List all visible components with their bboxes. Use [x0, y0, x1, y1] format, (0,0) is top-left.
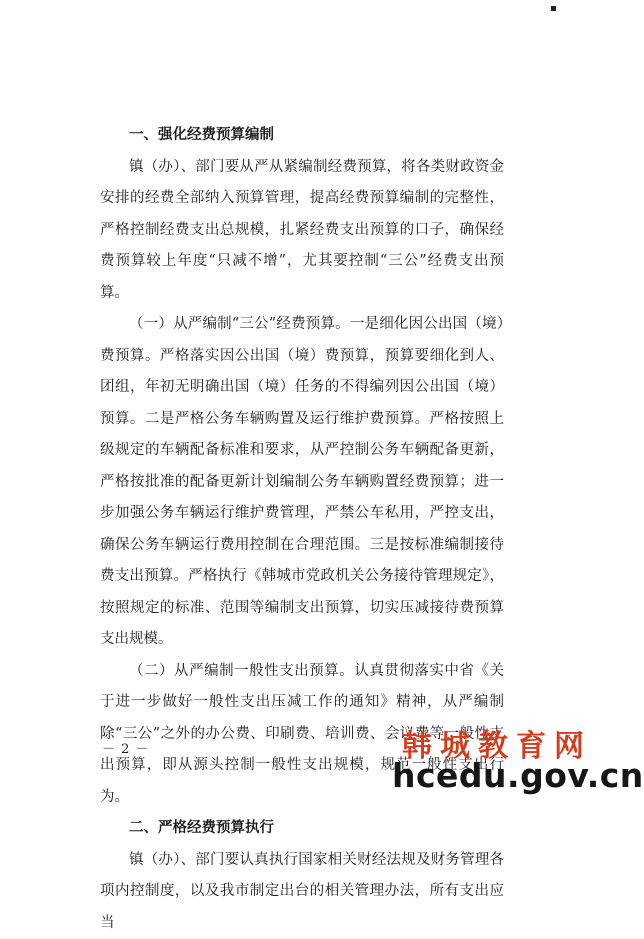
scan-corner-mark — [551, 6, 556, 11]
paragraph-budget-execution: 镇（办）、部门要认真执行国家相关财经法规及财务管理各项内控制度，以及我市制定出台的相关管理办法，所有支出应当 — [100, 845, 504, 939]
paragraph-general-expenses: （二）从严编制一般性支出预算。认真贯彻落实中省《关于进一步做好一般性支出压减工作的通知》精神，从严编制除“三公”之外的办公费、印刷费、培训费、会议费等一般性支出预算，即从源头控制一般性支出规模，规范一般性支出行为。 — [100, 656, 504, 814]
page-number: － 2 － — [102, 738, 150, 757]
watermark-site-url: hcedu.gov.cn — [392, 756, 644, 795]
section-heading-1: 一、强化经费预算编制 — [100, 120, 504, 152]
watermark-site-name: 韩城教育网 — [402, 721, 592, 765]
section-heading-2: 二、严格经费预算执行 — [100, 813, 504, 845]
paragraph-budget-intro: 镇（办）、部门要从严从紧编制经费预算，将各类财政资金安排的经费全部纳入预算管理，提高经费预算编制的完整性，严格控制经费支出总规模，扎紧经费支出预算的口子，确保经费预算较上年度“只减不增”，尤其要控制“三公”经费支出预算。 — [100, 152, 504, 310]
paragraph-three-public-expenses: （一）从严编制“三公”经费预算。一是细化因公出国（境）费预算。严格落实因公出国（境）费预算，预算要细化到人、团组，年初无明确出国（境）任务的不得编列因公出国（境）预算。二是严格公务车辆购置及运行维护费预算。严格按照上级规定的车辆配备标准和要求，从严控制公务车辆配备更新，严格按批准的配备更新计划编制公务车辆购置经费预算；进一步加强公务车辆运行维护费管理，严禁公车私用，严控支出，确保公务车辆运行费用控制在合理范围。三是按标准编制接待费支出预算。严格执行《韩城市党政机关公务接待管理规定》，按照规定的标准、范围等编制支出预算，切实压减接待费预算支出规模。 — [100, 309, 504, 656]
document-body — [100, 120, 504, 939]
